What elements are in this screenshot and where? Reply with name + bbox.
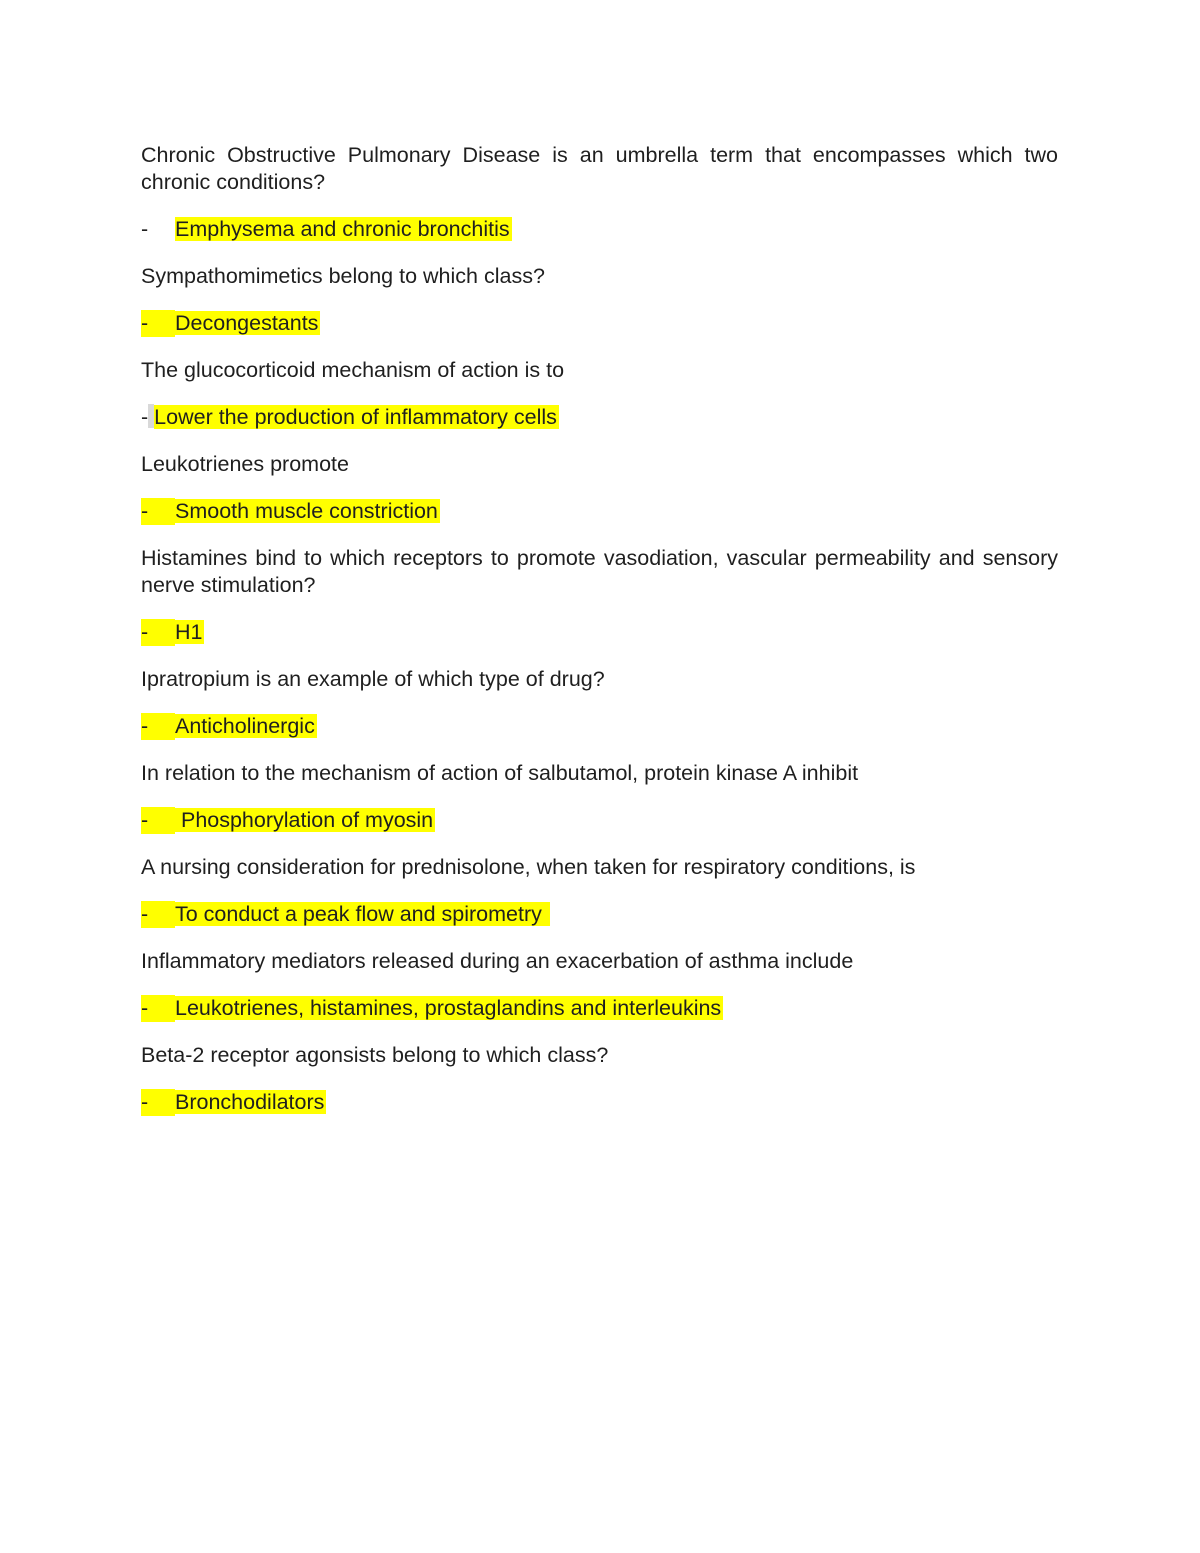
answer-text: Phosphorylation of myosin xyxy=(175,808,434,832)
answer-text: Leukotrienes, histamines, prostaglandins and interleukins xyxy=(175,996,722,1020)
question-9: Inflammatory mediators released during an exacerbation of asthma include xyxy=(141,949,854,973)
answer-bullet: - xyxy=(141,995,175,1022)
document-body xyxy=(141,142,1058,1136)
answer-bullet: - xyxy=(141,901,175,928)
question-5: Histamines bind to which receptors to promote vasodiation, vascular permeability and sensory nerve stimulation? xyxy=(141,546,1058,597)
answer-1 xyxy=(141,216,1058,243)
question-6: Ipratropium is an example of which type of drug? xyxy=(141,667,605,691)
answer-bullet: - xyxy=(141,217,149,241)
question-10: Beta-2 receptor agonsists belong to which class? xyxy=(141,1043,609,1067)
answer-8 xyxy=(141,901,1058,928)
question-7: In relation to the mechanism of action of salbutamol, protein kinase A inhibit xyxy=(141,761,859,785)
answer-7 xyxy=(141,807,1058,834)
answer-bullet: - xyxy=(141,1089,175,1116)
question-8: A nursing consideration for prednisolone, when taken for respiratory conditions, is xyxy=(141,855,916,879)
answer-2 xyxy=(141,310,1058,337)
question-1: Chronic Obstructive Pulmonary Disease is an umbrella term that encompasses which two chronic conditions? xyxy=(141,143,1058,194)
answer-4 xyxy=(141,498,1058,525)
answer-text: Bronchodilators xyxy=(175,1090,325,1114)
answer-text: Lower the production of inflammatory cells xyxy=(154,405,557,429)
answer-text: To conduct a peak flow and spirometry xyxy=(175,902,548,926)
answer-bullet: - xyxy=(141,310,175,337)
answer-bullet: - xyxy=(141,405,149,429)
answer-6 xyxy=(141,713,1058,740)
answer-bullet: - xyxy=(141,619,175,646)
question-3: The glucocorticoid mechanism of action is to xyxy=(141,358,565,382)
answer-bullet: - xyxy=(141,498,175,525)
answer-text: Smooth muscle constriction xyxy=(175,499,438,523)
answer-text: Decongestants xyxy=(175,311,319,335)
answer-10 xyxy=(141,1089,1058,1116)
answer-text: H1 xyxy=(175,620,203,644)
answer-bullet: - xyxy=(141,807,175,834)
question-4: Leukotrienes promote xyxy=(141,452,349,476)
answer-bullet: - xyxy=(141,713,175,740)
answer-text: Anticholinergic xyxy=(175,714,315,738)
answer-3 xyxy=(141,404,1058,431)
answer-text: Emphysema and chronic bronchitis xyxy=(175,217,510,241)
answer-5 xyxy=(141,619,1058,646)
question-2: Sympathomimetics belong to which class? xyxy=(141,264,545,288)
answer-9 xyxy=(141,995,1058,1022)
